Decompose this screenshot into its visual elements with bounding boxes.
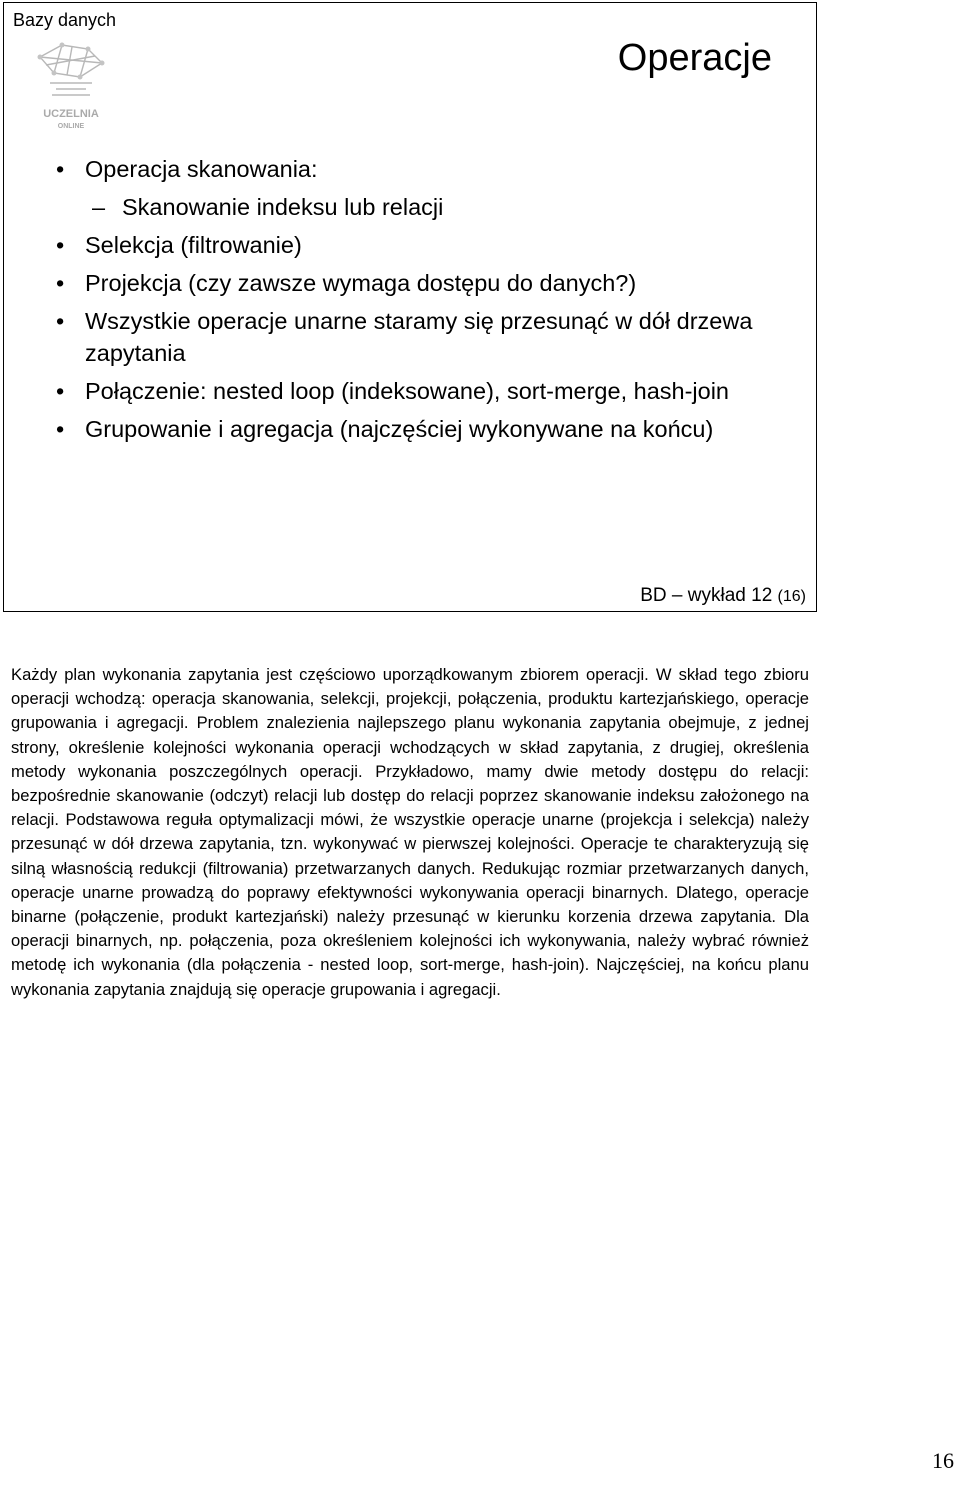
slide-footer: [640, 585, 806, 607]
bullet-marker: •: [56, 156, 65, 182]
bullet-text: Połączenie: nested loop (indeksowane), sort-merge, hash-join: [85, 378, 729, 404]
bullet-text: Skanowanie indeksu lub relacji: [122, 194, 444, 220]
bullet-marker: •: [56, 308, 65, 334]
slide-frame: [3, 2, 817, 612]
course-label: Bazy danych: [13, 10, 117, 30]
bullet-marker: •: [56, 232, 65, 258]
bullet-item: [52, 267, 792, 299]
slide-number: (16): [777, 588, 806, 605]
dash-marker: –: [92, 194, 106, 220]
bullet-text: Wszystkie operacje unarne staramy się przesunąć w dół drzewa zapytania: [85, 308, 753, 366]
logo-text-line-1: UCZELNIA: [43, 108, 99, 120]
bullet-text: Selekcja (filtrowanie): [85, 232, 302, 258]
bullet-item: [52, 153, 792, 185]
slide-title: Operacje: [617, 37, 772, 79]
bullet-marker: •: [56, 270, 65, 296]
bullet-text: Operacja skanowania:: [85, 156, 318, 182]
lecture-notes: Każdy plan wykonania zapytania jest częściowo uporządkowanym zbiorem operacji. W skład tego zbioru operacji wchodzą: operacja skanowania, selekcji, projekcji, połączenia, produktu kartezjańskiego, operacje grupowania i agregacji. Problem znalezienia najlepszego planu wykonania zapytania obejmuje, z jednej strony, określenie kolejności wykonania operacji wchodzących w skład zapytania, z drugiej, określenia metody wykonania poszczególnych operacji. Przykładowo, mamy dwie metody dostępu do relacji: bezpośrednie skanowanie (odczyt) relacji lub dostęp do relacji poprzez skanowanie indeksu założonego na relacji. Podstawowa reguła optymalizacji mówi, że wszystkie operacje unarne (projekcja i selekcja) należy przesunąć w dół drzewa zapytania, tzn. wykonywać w pierwszej kolejności. Operacje te charakteryzują się silną własnością redukcji (filtrowania) przetwarzanych danych. Redukując rozmiar przetwarzanych danych, operacje unarne prowadzą do poprawy efektywności wykonywania operacji binarnych. Dlatego, operacje binarne (połączenie, produkt kartezjański) należy przesunąć w kierunku korzenia drzewa zapytania. Dla operacji binarnych, np. połączenia, poza określeniem kolejności ich wykonywania, należy wybrać również metodę ich wykonania (dla połączenia - nested loop, sort-merge, hash-join). Najczęściej, na końcu planu wykonania zapytania znajdują się operacje grupowania i agregacji.: [11, 665, 809, 999]
bullet-item: [52, 375, 792, 407]
logo-text-line-2: ONLINE: [57, 123, 85, 130]
bullet-marker: •: [56, 378, 65, 404]
university-logo: [32, 37, 110, 133]
bullet-item: [52, 229, 792, 261]
bullet-marker: •: [56, 416, 65, 442]
page-number: 16: [932, 1448, 954, 1473]
bullet-item: [52, 305, 792, 369]
sub-bullet-item: [52, 191, 792, 223]
lecture-label: BD – wykład 12: [640, 585, 773, 606]
bullet-text: Projekcja (czy zawsze wymaga dostępu do danych?): [85, 270, 637, 296]
bullet-text: Grupowanie i agregacja (najczęściej wykonywane na końcu): [85, 416, 714, 442]
bullet-item: [52, 413, 792, 445]
bullet-list: [52, 153, 792, 451]
